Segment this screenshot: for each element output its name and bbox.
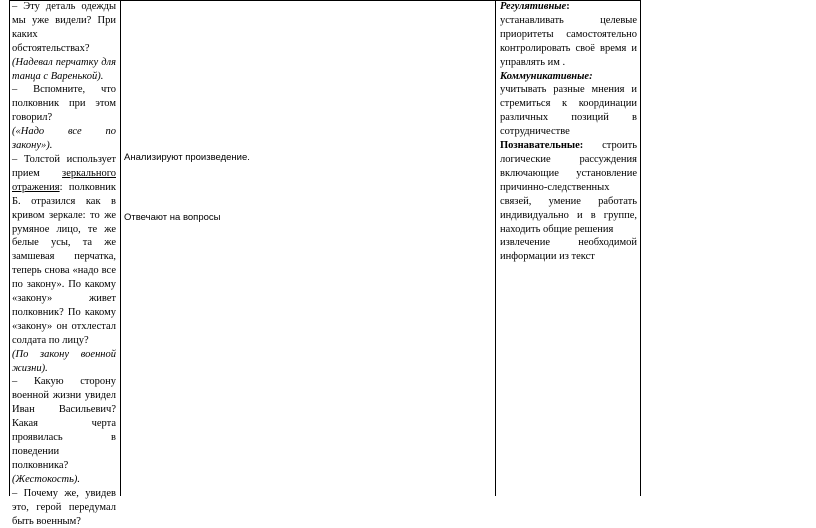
communicative-label: Коммуникативные:: [500, 70, 593, 82]
table-left-border: [9, 0, 10, 496]
activity-answer: Отвечают на вопросы: [124, 212, 221, 223]
question-3: [12, 153, 116, 348]
mirror-reflection-term: зеркального отражения: [12, 167, 116, 193]
regulatory-label: Регулятивные: [500, 1, 567, 12]
cognitive-text-2: извлечение необходимой информации из текст: [500, 237, 637, 263]
student-activity-cell: [124, 0, 490, 496]
answer-2: («Надо все по закону»).: [12, 126, 116, 152]
question-4: – Какую сторону военной жизни увидел Иван Васильевич? Какая черта проявилась в поведении полковника?: [12, 376, 116, 471]
answer-3: (По закону военной жизни).: [12, 348, 116, 374]
column-divider-2: [495, 0, 496, 496]
answer-4: (Жестокость).: [12, 473, 81, 485]
cognitive-block: [500, 139, 637, 236]
cognitive-label: Познавательные:: [500, 140, 584, 152]
cognitive-text-1: строить логические рассуждения включающие установление причинно-следственных связей, умение работать индивидуально и в группе, находить общие решения: [500, 140, 637, 235]
communicative-text: учитывать разные мнения и стремиться к координации различных позиций в сотрудничестве: [500, 84, 637, 138]
regulatory-colon: :: [566, 1, 570, 12]
question-3-start: – Толстой использует прием: [12, 153, 116, 179]
question-3-rest: : полковник Б. отразился как в кривом зеркале: то же румяное лицо, те же белые усы, та же замшевая перчатка, теперь снова «надо все по закону». По какому «закону» живет полковник? По какому «закону» он отхлестал солдата по лицу?: [12, 181, 116, 346]
activity-analyze: Анализируют произведение.: [124, 152, 250, 163]
learning-skills-cell: [500, 0, 637, 264]
table-right-border: [640, 0, 641, 496]
question-2: – Вспомните, что полковник при этом говорил?: [12, 84, 116, 124]
column-divider-1: [120, 0, 121, 496]
question-1: – Эту деталь одежды мы уже видели? При каких обстоятельствах?: [12, 1, 116, 54]
regulatory-heading: [500, 0, 637, 14]
question-5: – Почему же, увидев это, герой передумал быть военным?: [12, 487, 116, 527]
teacher-questions-cell: [12, 0, 116, 528]
answer-1: (Надевал перчатку для танца с Варенькой).: [12, 56, 116, 82]
regulatory-text: устанавливать целевые приоритеты самостоятельно контролировать своё время и управлять им .: [500, 14, 637, 68]
